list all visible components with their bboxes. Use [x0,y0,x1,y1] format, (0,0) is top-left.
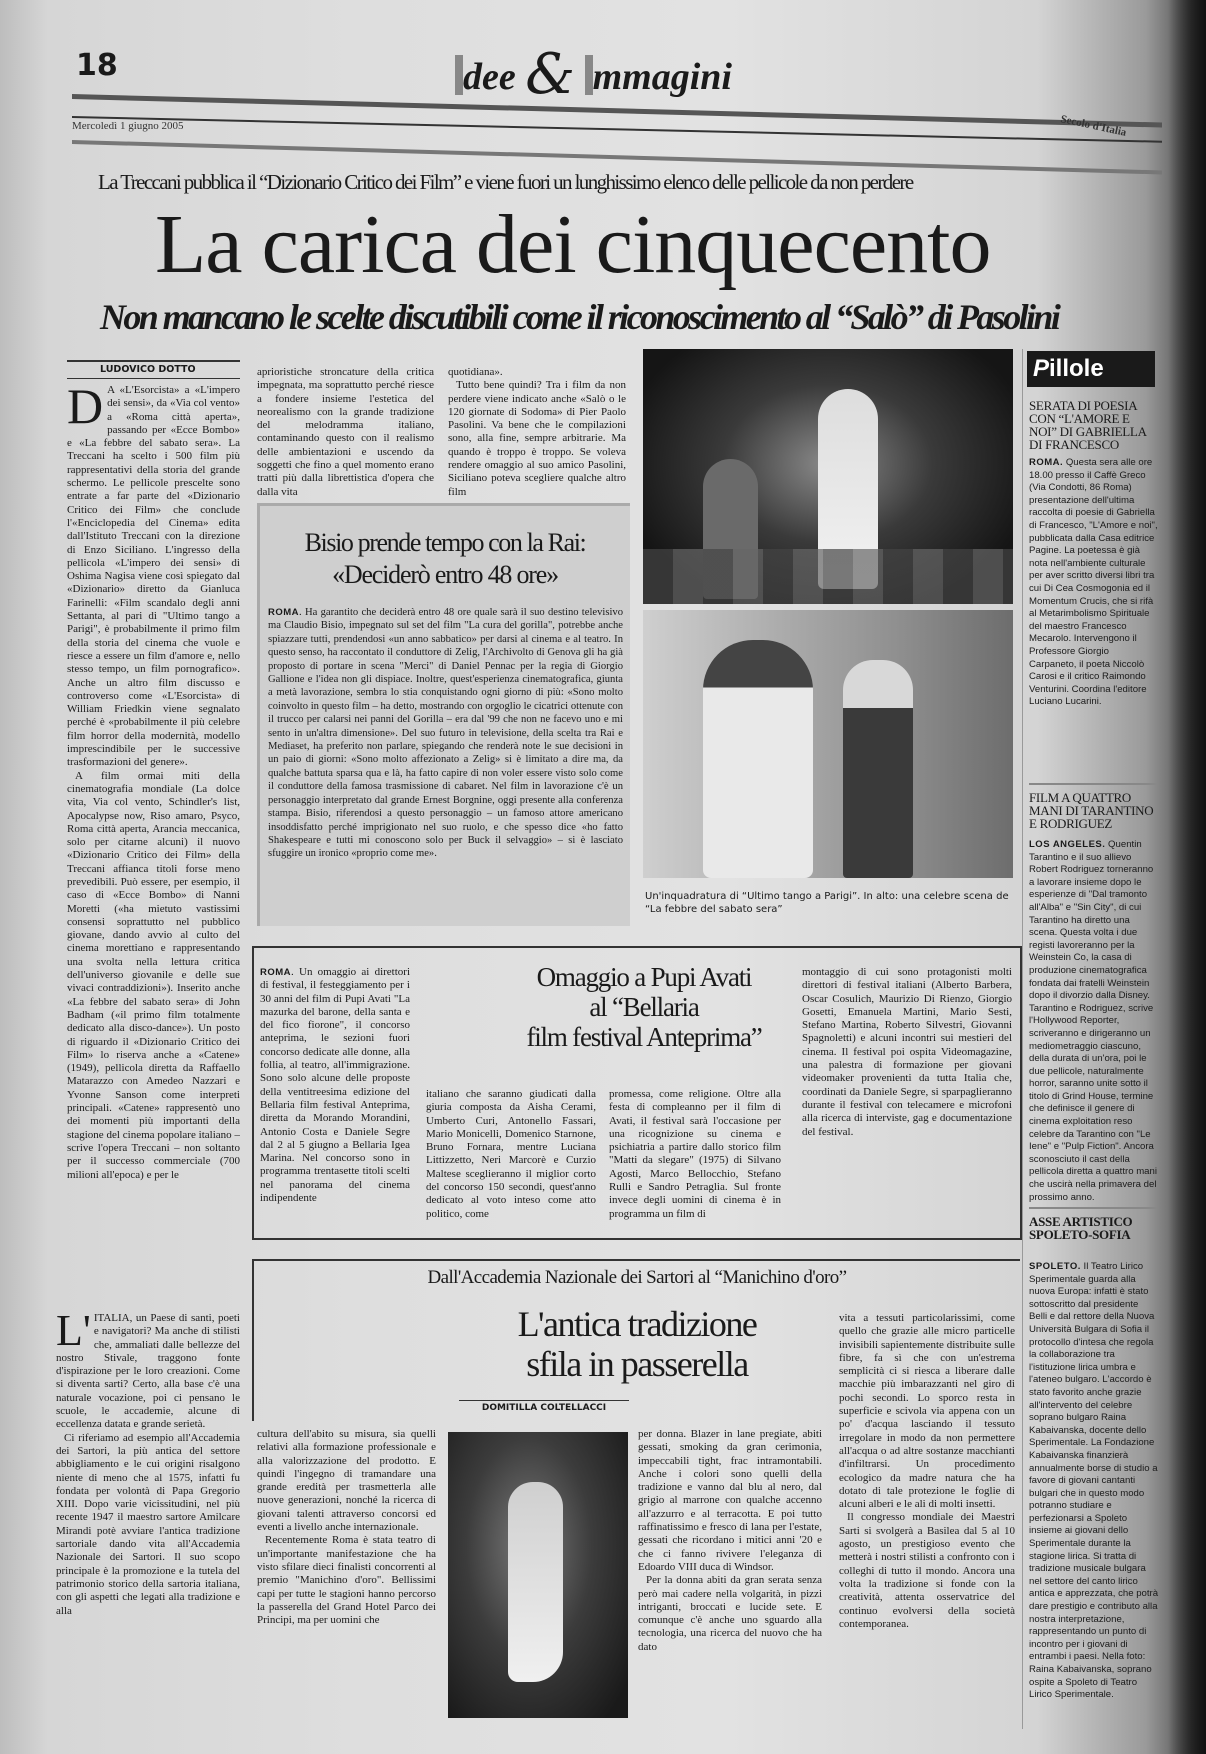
model-figure [508,1482,563,1682]
sidebar-divider [1029,783,1157,785]
woman-figure [703,640,813,878]
paragraph: aprioristiche stroncature della critica impegnata, ma soprattutto perché riesce a fondere insieme l'estetica del neorealismo con la grande tradizione del melodramma italiano, contaminando questo con il realismo delle ambientazioni e uscendo da soggetti che fino a quel momento erano tratti più dalla librettistica d'opera che dalla vita [257,366,434,498]
paragraph-text: Quentin Tarantino e il suo allievo Robert Rodriguez torneranno a lavorare insieme dopo le esperienze di "Dal tramonto all'Alba" e "Sin City", di cui Tarantino ha diretto una scena. Questa volta i due registi lavoreranno per la Weinstein Co, la casa di produzione cinematografica fondata dai fratelli Weinstein dopo il divorzio dalla Disney. Tarantino e Rodriguez, scrive l'Hollywood Reporter, scriveranno e dirigeranno un mediometraggio ciascuno, della durata di un'ora, poi le due pellicole, naturalmente horror, saranno unite sotto il titolo di Grind House, termine che definisce il genere di cinema exploitation reso celebre da Tarantino con "Le Iene" e "Pulp Fiction". Ancora sconosciuto il cast della pellicola diretta a quattro mani che uscirà nella primavera del prossimo anno. [1029,839,1157,1203]
bisio-headline-1: Bisio prende tempo con la Rai: [304,528,586,557]
sartori-col2 [257,1428,436,1722]
main-subheadline: Non mancano le scelte discutibili come il riconoscimento al “Salò” di Pasolini [100,297,1059,337]
photo-caption: Un'inquadratura di “Ultimo tango a Parigi”. In alto: una celebre scena de “La febbre del sabato sera” [645,891,1009,915]
paragraph-text: Questa sera alle ore 18.00 presso il Caffè Greco (Via Condotti, 86 Roma) presentazione dell'ultima raccolta di poesie di Gabriella di Francesco, "L'Amore e noi", pubblicata dalla Casa editrice Pagine. La poetessa è già nota nell'ambiente culturale per aver scritto diversi libri tra cui Di Cea Cosmogonia ed il Momentum Crucis, che si rifà al Metarimbolismo Spirituale del maestro Francesco Mecarolo. Intervengono il Professore Giorgio Carpaneto, il poeta Niccolò Carosi e il critico Raimondo Venturini. Coordina l'editore Luciano Lucarini. [1029,457,1158,708]
avati-col4 [802,966,1012,1234]
sartori-kicker: Dall'Accademia Nazionale dei Sartori al “Manichino d'oro” [427,1267,847,1288]
sidebar [1022,349,1163,1729]
section-title [455,42,732,107]
paragraph-text: Il Teatro Lirico Sperimentale guarda alla nuova Europa: infatti è stato sottoscritto dal presidente Belli e dal rettore della Nuova Università Bulgara di Sofia il protocollo d'intesa che regola la collaborazione tra l'istituzione lirica umbra e l'ateneo bulgaro. L'accordo è stato favorito anche grazie all'intervento del celebre soprano bulgaro Raina Kabaivanska, docente dello Sperimentale. La Fondazione Kabaivanska finanzierà annualmente borse di studio a favore di giovani cantanti bulgari che in questo modo potranno studiare e perfezionarsi a Spoleto insieme ai giovani dello Sperimentale durante la stagione lirica. Si tratta di tradizione musicale bulgara nel settore del canto lirico antica e apprezzata, che potrà dare prestigio e contributo alla nostra interpretazione, rappresentando un punto di incontro per i giovani di entrambi i paesi. Nella foto: Raina Kabaivanska, soprano ospite a Spoleto di Teatro Lirico Sperimentale. [1029,1261,1159,1701]
sartori-col1 [56,1312,240,1722]
sartori-headline-1: L'antica tradizione [517,1304,757,1344]
page-number: 18 [76,48,118,83]
avati-article [252,946,1022,1240]
sidebar-item-heading: ASSE ARTISTICO SPOLETO-SOFIA [1029,1214,1133,1242]
bisio-body [268,606,623,921]
paragraph [260,966,410,1205]
page-curl-shadow [1168,0,1206,1754]
sartori-headline-2: sfila in passerella [526,1344,748,1384]
photo-last-tango-in-paris [643,610,1013,878]
sidebar-item-body [1029,839,1159,1205]
avati-headline [424,962,864,1052]
sidebar-item-heading: FILM A QUATTRO MANI DI TARANTINO E RODRIGUEZ [1029,790,1154,831]
sidebar-title-rest: illole [1049,355,1104,382]
avati-headline-line: film festival Anteprima” [526,1022,762,1052]
sartori-col4 [638,1428,822,1722]
section-ampersand: & [525,42,576,107]
paragraph: A film ormai miti della cinematografia mondiale (La dolce vita, Via col vento, Schindler's list, Apocalypse now, Riso amaro, Psyco, Roma città aperta, Arancia meccanica, solo per citarne alcuni) il nuovo «Dizionario Critico dei Film» della Treccani affianca titoli forse meno prevedibili. Può essere, per esempio, il caso di «Ecce Bombo» di Nanni Moretti («ha mietuto vastissimi consensi soprattutto nel pubblico giovane, dando avvio al culto del cinema morettiano e rappresentando una svolta nella lettura critica dell'universo giovanile e delle sue vivaci contraddizioni»). Inserito anche «La febbre del sabato sera» di John Badham («il primo film totalmente dedicato alla disco-dance»). Un posto di riguardo il «Dizionario Critico dei Film» lo riserva anche a «Catene» (1949), pellicola diretta da Raffaello Matarazzo con Amedeo Nazzari e Yvonne Sanson come interpreti principali. «Catene» rappresentò uno dei momenti più importanti della stagione del cinema popolare italiano – scrive l'opera Treccani – non soltanto per il successo commerciale (700 milioni all'epoca) e per le [67,769,240,1181]
dateline-place: ROMA [268,607,300,618]
main-kicker: La Treccani pubblica il “Dizionario Critico dei Film” e viene fuori un lunghissimo elenco delle pellicole da non perdere [98,170,913,194]
byline-rule [459,1400,629,1401]
sidebar-item-heading: SERATA DI POESIA CON “L'AMORE E NOI” DI GABRIELLA DI FRANCESCO [1029,398,1146,452]
main-article-col1 [67,384,240,1232]
date: Mercoledì 1 giugno 2005 [72,120,184,132]
sidebar-item-body [1029,1261,1159,1721]
drop-cap: L' [56,1312,91,1355]
paragraph-text: . Un omaggio ai direttori di festival, il festeggiamento per i 30 anni del film di Pupi Avati "La mazurka del barone, della santa e del fico fiorone", il concorso anteprima, le sezioni fuori concorso dedicate alle donne, alla follia, al teatro, all'immigrazione. Sono solo alcune delle proposte della ventitreesima edizione del Bellaria film festival Anteprima, diretta da Morando Morandini, Antonio Costa e Daniele Segre dal 2 al 5 giugno a Bellaria Igea Marina. Nel concorso sono in programma trentasette titoli scelti nel panorama del cinema indipendente [260,966,410,1205]
paragraph: cultura dell'abito su misura, sia quelli relativi alla formazione professionale e alla valorizzazione del prodotto. E quindi l'ingegno di tramandare una grande eredità per trasmetterla alle nuove generazioni, nonché la ricerca di giovani talenti attraverso concorsi ed eventi a livello anche internazionale. [257,1428,436,1534]
paragraph [268,606,623,861]
paragraph: vita a tessuti particolarissimi, come quello che grazie alle micro particelle invisibili sapientemente distribuite sulle fibre, fa sì che con un'estrema semplicità ci si riesca a liberare dalle macchie più imbarazzanti nel giro di pochi secondi. Lo sporco resta in superficie e scivola via appena con un po' d'acqua lasciando il tessuto irregolare in modo da non permettere all'acqua o ad altre sostanze macchianti d'infiltrarsi. Un procedimento ecologico da madre natura che ha dotato di tale protezione le foglie di alcuni alberi e le ali di molti insetti. [839,1312,1015,1511]
byline-rule [67,378,240,379]
bisio-article [257,503,630,926]
dateline-place: ROMA. [1029,457,1064,468]
paragraph: promessa, come religione. Oltre alla festa di compleanno per il film di Avati, il festival sarà l'occasione per una ricognizione su cinema e psichiatria a partire dallo storico film "Matti da slegare" (1975) di Silvano Agosti, Marco Bellocchio, Stefano Rulli e Sandro Petraglia. Sul fronte invece degli uomini di cinema è in programma un film di [609,1088,781,1220]
paragraph: A «L'Esorcista» a «L'impero dei sensi», da «Via col vento» a «Roma città aperta», passando per «Ecce Bombo» e «La febbre del sabato sera». La Treccani ha scelto i 500 film più rappresentativi della storia del grande schermo. Le pellicole prescelte sono entrate a far parte del «Dizionario Critico dei Film» che conclude l'«Enciclopedia del Cinema» edita dall'Istituto Treccani con la direzione di Enzo Siciliano. L'ingresso della pellicola «L'impero dei sensi» di Oshima Nagisa viene così spiegato dal «Dizionario» diretto da Gianluca Farinelli: «Film scandalo degli anni Settanta, al pari di "Ultimo tango a Parigi", è probabilmente il primo film della storia del cinema che vuole e riesce a essere un film d'amore e, nello stesso tempo, un film pornografico». Anche un altro film discusso e controverso come «L'Esorcista» di William Friedkin viene segnalato perché è «probabilmente il più celebre film horror della modernità, modello imprescindibile per le successive trasformazioni del genere». [67,384,240,769]
sidebar-divider [1029,1207,1157,1209]
avati-headline-line: al “Bellaria [589,992,699,1022]
section-word-2: mmagini [592,56,732,98]
sidebar-title [1027,351,1155,387]
paragraph: italiano che saranno giudicati dalla giuria composta da Aisha Cerami, Umberto Curi, Antonello Fassari, Mario Monicelli, Domenico Starnone, Bruno Fornara, mentre Luciana Littizzetto, Neri Marcorè e Curzio Maltese sceglieranno il miglior corto del concorso 150 secondi, quest'anno dedicato al voto inteso come atto politico, come [426,1088,596,1220]
sidebar-title-initial: P [1033,355,1050,382]
newspaper-name: Secolo d'Italia [1059,113,1128,139]
photo-fashion-model [448,1432,628,1718]
avati-col3 [609,1088,781,1234]
paragraph: Tutto bene quindi? Tra i film da non perdere viene indicato anche «Salò o le 120 giornate di Sodoma» di Pier Paolo Pasolini. Va bene che le compilazioni sono, alla fine, sempre arbitrarie. Ma quando è troppo è troppo. Se voleva rendere omaggio al suo amico Pasolini, Siciliano poteva scegliere qualche altro film [448,379,626,498]
section-initial-bar [585,55,593,95]
paragraph: quotidiana». [448,366,503,378]
section-word-1: dee [463,56,516,98]
photo-saturday-night-fever [643,349,1013,604]
dateline-place: ROMA [260,967,292,978]
dateline-place: LOS ANGELES. [1029,839,1106,850]
sartori-byline: DOMITILLA COLTELLACCI [481,1403,607,1413]
avati-col1 [260,966,410,1234]
man-figure [843,660,913,878]
paragraph: Per la donna abiti da gran serata senza però mai cadere nella volgarità, in pizzi intriganti, broccati e lucide sete. E comunque c'è anche uno sguardo alla tecnologia, una ricerca del nuovo che ha dato [638,1574,822,1653]
paragraph: ITALIA, un Paese di santi, poeti e navigatori? Ma anche di stilisti che, ammaliati dalle bellezze del nostro Stivale, traggono fonte d'ispirazione per le loro creazioni. Come si diventa sarti? Certo, alla base c'è una naturale vocazione, poi ci pensano le scuole, le accademie, alcune di eccellenza datata e grande serietà. [56,1312,240,1431]
paragraph: Il congresso mondiale dei Maestri Sarti si svolgerà a Basilea dal 5 al 10 agosto, un prestigioso evento che metterà i nostri stilisti a confronto con i colleghi di tutto il mondo. Ancora una volta la tradizione si fonde con la creatività, attenta osservatrice del continuo evolversi della società contemporanea. [839,1511,1015,1630]
sartori-col5 [839,1312,1015,1722]
dateline-place: SPOLETO. [1029,1261,1081,1272]
dance-floor [643,549,1013,604]
drop-cap: D [67,384,104,434]
byline-rule [67,360,240,362]
paragraph: Recentemente Roma è stata teatro di un'importante manifestazione che ha visto sfilare dieci finalisti concorrenti al premio "Manichino d'oro". Bellissimi capi per tutte le stagioni hanno percorso la passerella del Grand Hotel Parco dei Principi, ma per uomini che [257,1534,436,1627]
sidebar-item-body [1029,457,1159,779]
paragraph-text: . Ha garantito che deciderà entro 48 ore quale sarà il suo destino televisivo ma Claudio Bisio, impegnato sul set del film "La cura del gorilla", potrebbe anche spiazzare tutti, prendendosi «un anno sabbatico» per darsi al cinema e al teatro. In questo senso, ha raccontato il conduttore di Zelig, l'Archivolto di Genova gli ha già proposto di portare in scena "Merci" di Daniel Pennac per la regia di Giorgio Gallione e l'idea non gli dispiace. Inoltre, quest'esperienza cinematografica, giunta a metà lavorazione, sembra lo stia conquistando ogni giorno di più: «Sono molto coinvolto in questo film – ha detto, mostrando con orgoglio le cicatrici ottenute con il trucco per calarsi nei panni del Gorilla – era dal '99 che non ne facevo uno e mi sento in un'altra dimensione». Del suo futuro in televisione, della scelta tra Rai e Mediaset, ha preferito non parlare, spiegando che renderà note le sue decisioni in un paio di giorni: «Sono molto affezionato a Zelig» si è limitato a dire ma, da qualche battuta sparsa qua e là, ha fatto capire di non voler essere visto solo come il conduttore della famosa trasmissione di cabaret. Nel film in lavorazione c'è un personaggio interpretato dal grande Ernest Borgnine, oggi presente alla conferenza stampa. Bisio, riferendosi a questo personaggio – un famoso attore americano insoddisfatto perché imprigionato nel suo ruolo, e che spesso dice «ho fatto Shakespeare e tutti mi conoscono solo per Buck il selvaggio» – si è lasciato sfuggire un ironico «proprio come me». [268,607,623,860]
avati-col2 [426,1088,596,1234]
byline: LUDOVICO DOTTO [100,364,196,375]
main-article-col3 [448,366,626,500]
avati-headline-line: Omaggio a Pupi Avati [536,962,752,992]
bisio-headline-2: «Deciderò entro 48 ore» [332,560,558,589]
paragraph: Ci riferiamo ad esempio all'Accademia dei Sartori, la più antica del settore abbigliamento e le cui origini risalgono niente di meno che al 1575, infatti fu fondata per volontà di Papa Gregorio XIII. Dopo varie vicissitudini, nel più recente 1947 il maestro sartore Amilcare Mirandi potè avviare l'antica tradizione sartoriale dando vita all'Accademia Nazionale dei Sartori. Il suo scopo principale è la promozione e la tutela del patrimonio storico della sartoria italiana, con gli aspetti che legati alla tradizione e alla [56,1431,240,1617]
section-initial-bar [455,55,463,95]
paragraph: montaggio di cui sono protagonisti molti direttori di festival italiani (Alberto Barbera, Oscar Cosulich, Maurizio Di Rienzo, Giorgio Gosetti, Emanuela Martini, Mario Sesti, Stefano Martina, Roberto Silvestri, Giovanni Spagnoletti) e alcuni incontri sui mestieri del cinema. Il festival poi ospita Videomagazine, una palestra di formazione per giovani videomaker provenienti da tutta Italia che, coordinati da Daniele Segre, si sparpaglieranno durante il festival con telecamere e microfoni alla ricerca di interviste, gag e documentazione del festival. [802,966,1012,1138]
main-headline: La carica dei cinquecento [155,198,991,291]
paragraph: per donna. Blazer in lane pregiate, abiti gessati, smoking da gran cerimonia, impeccabili tight, frac intramontabili. Anche i colori sono quelli della tradizione e vanno dal blu al nero, dal grigio al marrone con qualche accenno all'azzurro e al terracotta. E poi tutto raffinatissimo e fresco di lana per l'estate, gessati che ricordano i mitici anni '20 e che ci fanno rivivere l'eleganza di Edoardo VIII duca di Windsor. [638,1428,822,1573]
main-article-col2 [257,366,434,500]
